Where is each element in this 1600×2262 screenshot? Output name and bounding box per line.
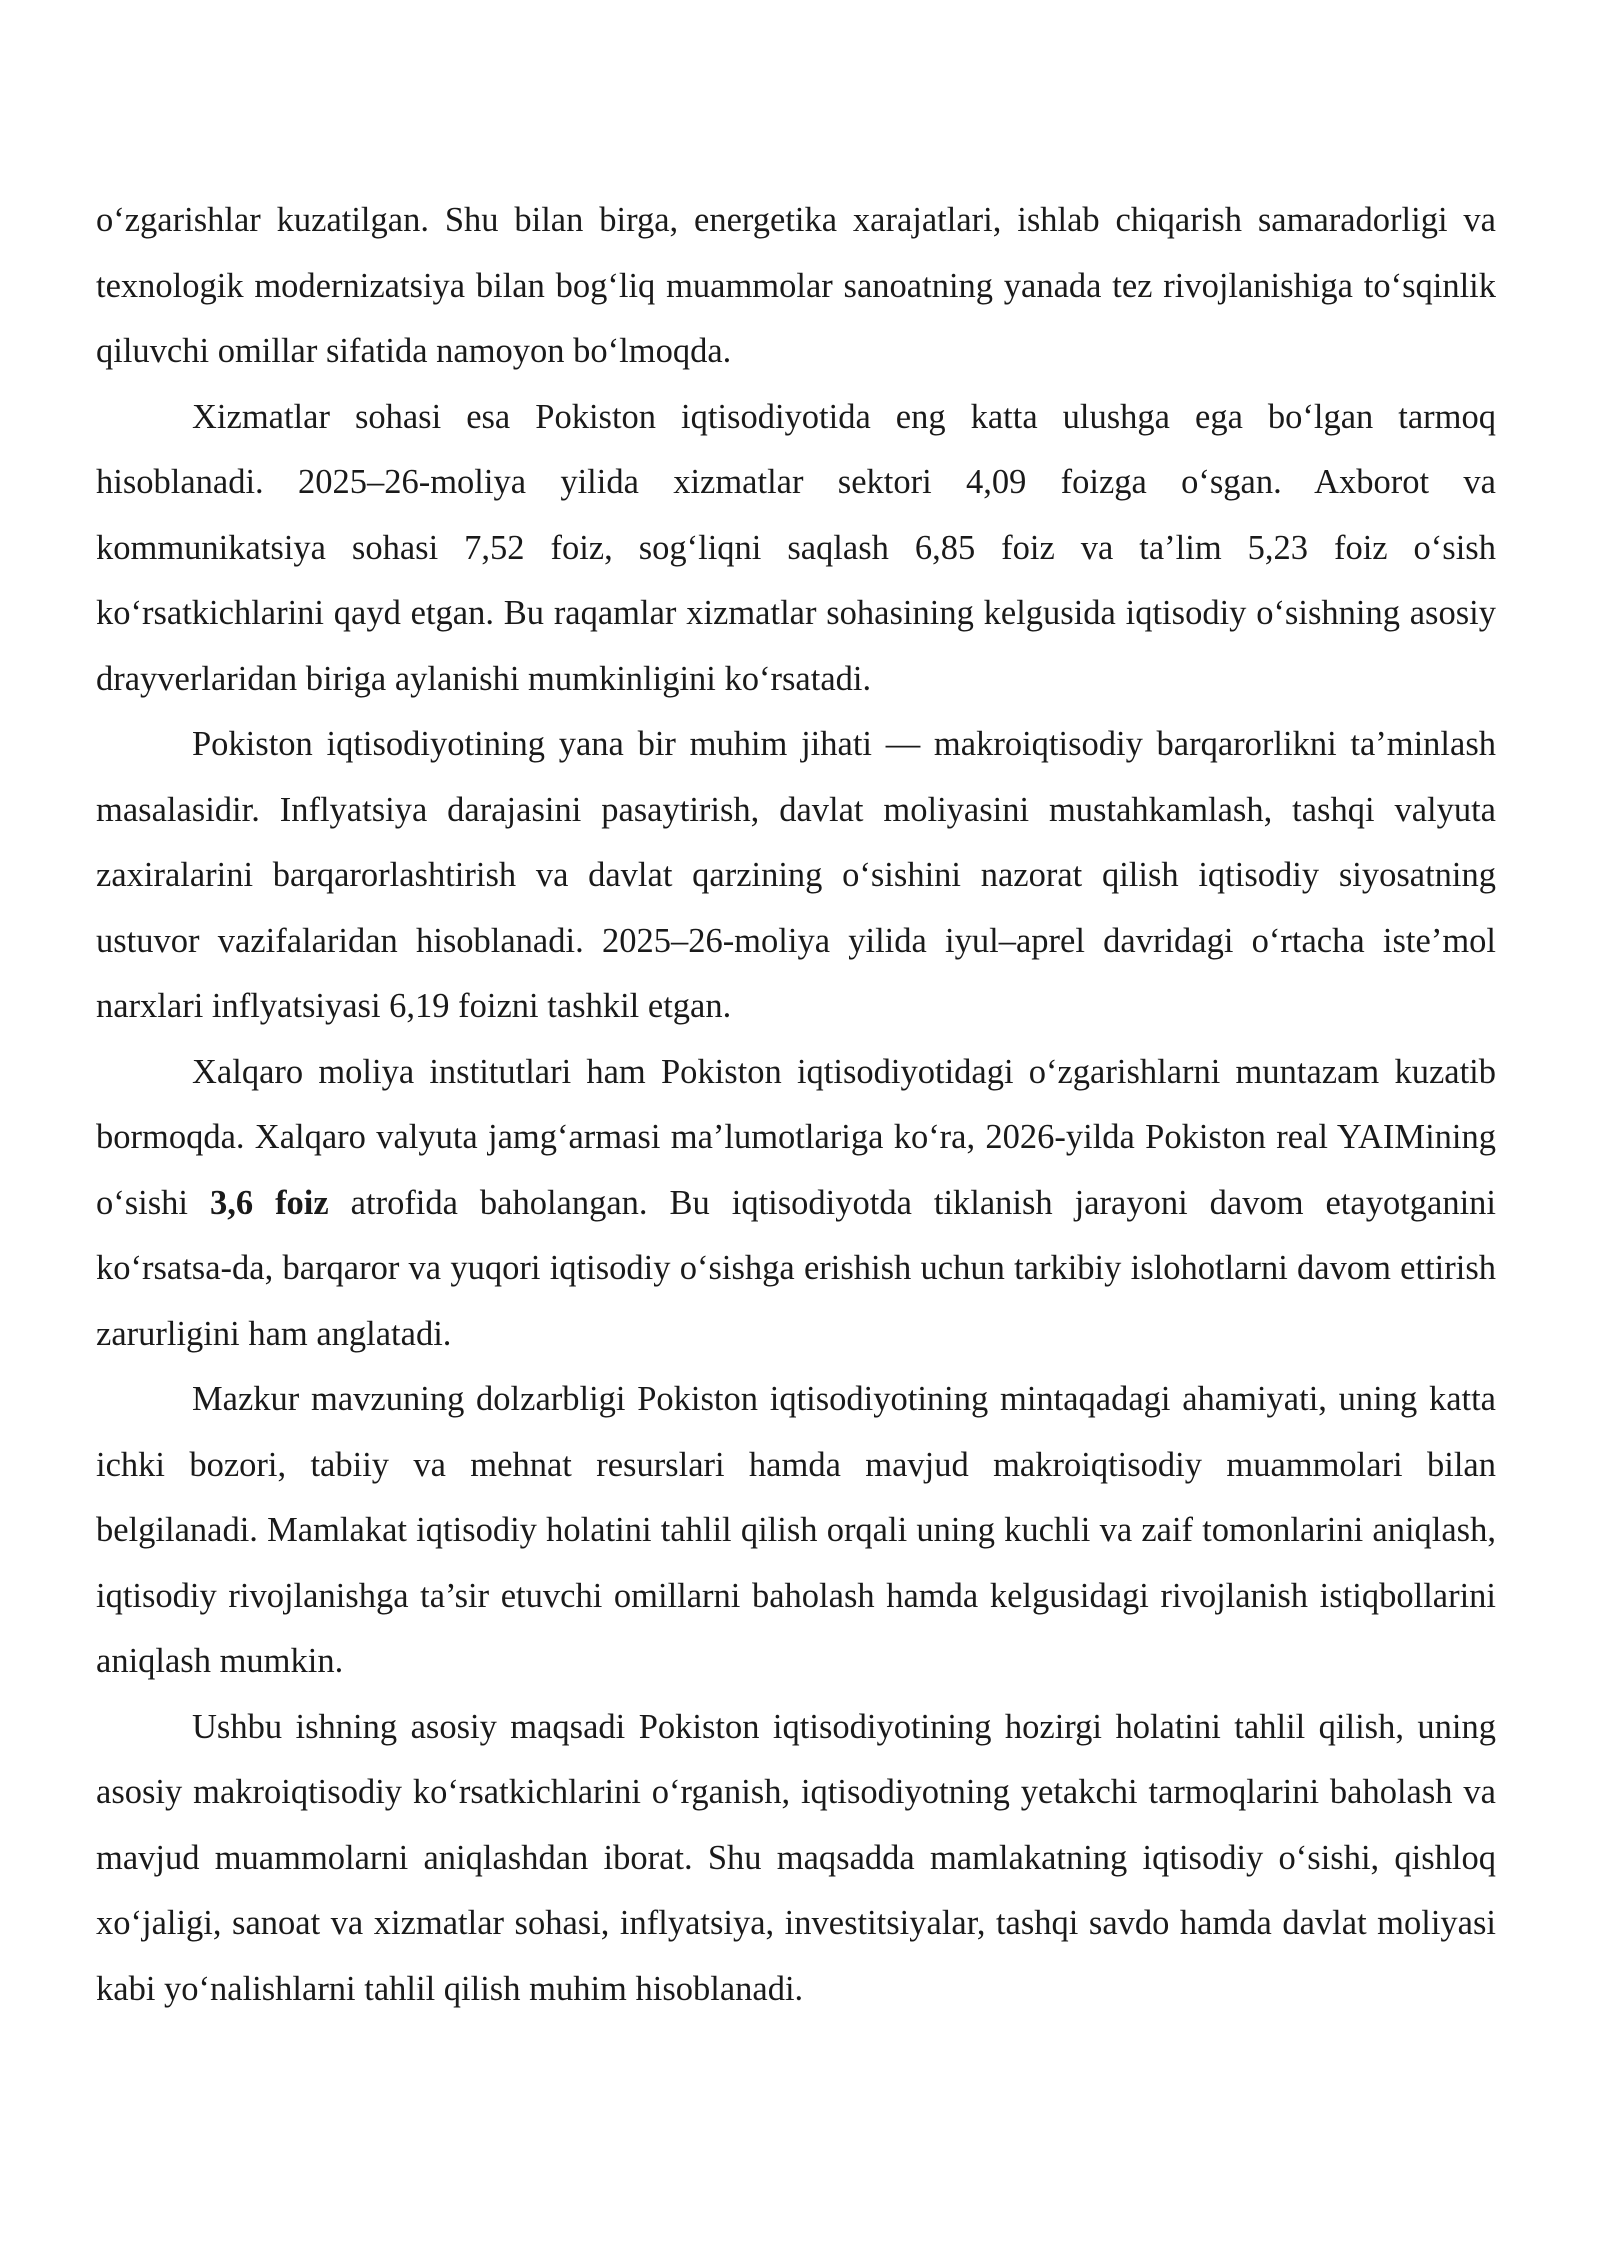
paragraph-macro-stability: Pokiston iqtisodiyotining yana bir muhim jihati — makroiqtisodiy barqarorlikni ta’minlash masalasidir. Inflyatsiya darajasini pasaytirish, davlat moliyasini mustahkamlash, tashqi valyuta zaxiralarini barqarorlashtirish va davlat qarzining o‘sishini nazorat qilish iqtisodiy siyosatning ustuvor vazifalaridan hisoblanadi. 2025–26-moliya yilida iyul–aprel davridagi o‘rtacha iste’mol narxlari inflyatsiyasi 6,19 foizni tashkil etgan. <box>96 725 1496 1025</box>
paragraph-topic-relevance: Mazkur mavzuning dolzarbligi Pokiston iqtisodiyotining mintaqadagi ahamiyati, uning katta ichki bozori, tabiiy va mehnat resurslari hamda mavjud makroiqtisodiy muammolari bilan belgilanadi. Mamlakat iqtisodiy holatini tahlil qilish orqali uning kuchli va zaif tomonlarini aniqlash, iqtisodiy rivojlanishga ta’sir etuvchi omillarni baholash hamda kelgusidagi rivojlanish istiqbollarini aniqlash mumkin. <box>96 1380 1496 1680</box>
document-page <box>96 188 1496 2022</box>
paragraph-imf-forecast <box>96 1040 1496 1368</box>
imf-text-after: atrofida baholangan. Bu iqtisodiyotda tiklanish jarayoni davom etayotganini ko‘rsatsa-da, barqaror va yuqori iqtisodiy o‘sishga erishish uchun tarkibiy islohotlarni davom ettirish zarurligini ham anglatadi. <box>96 1183 1497 1353</box>
paragraph-industry-continuation: o‘zgarishlar kuzatilgan. Shu bilan birga, energetika xarajatlari, ishlab chiqarish samaradorligi va texnologik modernizatsiya bilan bog‘liq muammolar sanoatning yanada tez rivojlanishiga to‘sqinlik qiluvchi omillar sifatida namoyon bo‘lmoqda. <box>96 201 1496 370</box>
gdp-growth-value: 3,6 foiz <box>209 1183 329 1222</box>
paragraph-research-goal: Ushbu ishning asosiy maqsadi Pokiston iqtisodiyotining hozirgi holatini tahlil qilish, uning asosiy makroiqtisodiy ko‘rsatkichlarini o‘rganish, iqtisodiyotning yetakchi tarmoqlarini baholash va mavjud muammolarni aniqlashdan iborat. Shu maqsadda mamlakatning iqtisodiy o‘sishi, qishloq xo‘jaligi, sanoat va xizmatlar sohasi, inflyatsiya, investitsiyalar, tashqi savdo hamda davlat moliyasi kabi yo‘nalishlarni tahlil qilish muhim hisoblanadi. <box>96 1707 1496 2008</box>
imf-text-before: Xalqaro moliya institutlari ham Pokiston iqtisodiyotidagi o‘zgarishlarni muntazam kuzatib bormoqda. Xalqaro valyuta jamg‘armasi ma’lumotlariga ko‘ra, 2026-yilda Pokiston real YAIMining o‘sishi <box>96 1052 1496 1222</box>
paragraph-services-sector: Xizmatlar sohasi esa Pokiston iqtisodiyotida eng katta ulushga ega bo‘lgan tarmoq hisoblanadi. 2025–26-moliya yilida xizmatlar sektori 4,09 foizga o‘sgan. Axborot va kommunikatsiya sohasi 7,52 foiz, sog‘liqni saqlash 6,85 foiz va ta’lim 5,23 foiz o‘sish ko‘rsatkichlarini qayd etgan. Bu raqamlar xizmatlar sohasining kelgusida iqtisodiy o‘sishning asosiy drayverlaridan biriga aylanishi mumkinligini ko‘rsatadi. <box>96 397 1496 698</box>
